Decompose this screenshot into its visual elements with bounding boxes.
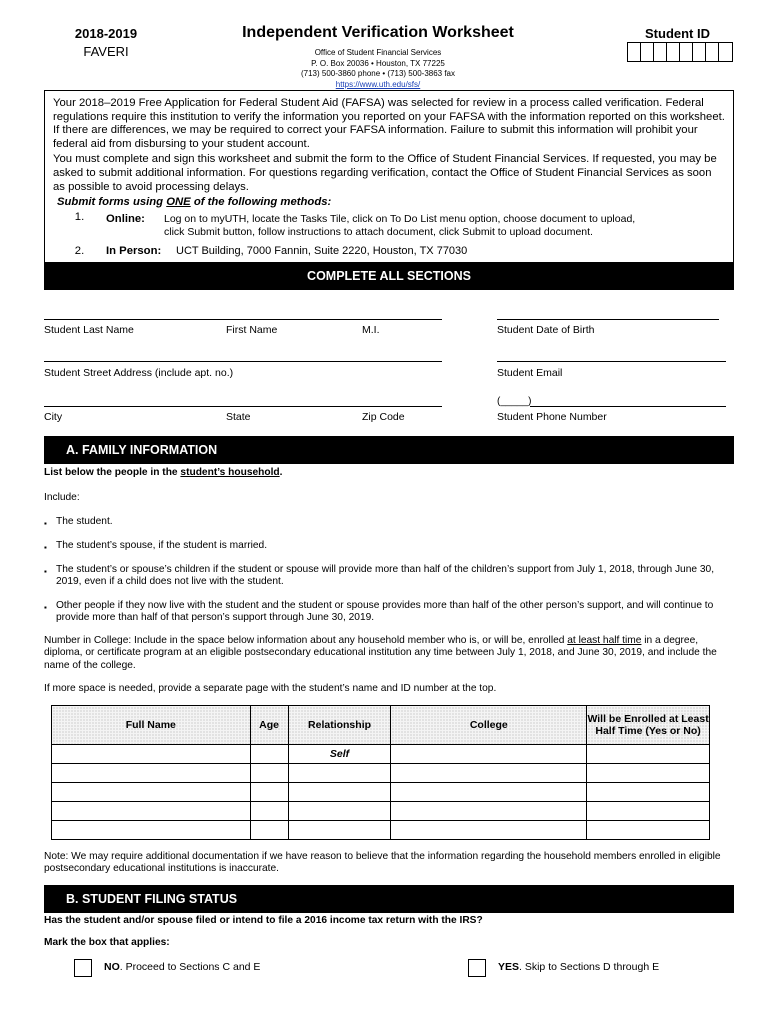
student-id-digit-box[interactable] bbox=[654, 43, 667, 61]
submit-methods-heading bbox=[53, 196, 726, 208]
student-last-name-label: Student Last Name bbox=[44, 324, 134, 336]
column-header-relationship: Relationship bbox=[288, 706, 391, 745]
number-in-college-text bbox=[44, 635, 724, 672]
complete-all-sections-banner: COMPLETE ALL SECTIONS bbox=[44, 262, 734, 290]
age-cell[interactable] bbox=[250, 745, 288, 764]
college-text-pre: Number in College: Include in the space below information about any household member who is, or will be, enrolled bbox=[44, 635, 568, 646]
bullet-text: The student’s spouse, if the student is married. bbox=[56, 540, 268, 551]
method-number: 2. bbox=[74, 245, 85, 258]
submit-heading-post: of the following methods: bbox=[190, 196, 332, 209]
student-id-digit-box[interactable] bbox=[693, 43, 706, 61]
table-row bbox=[52, 802, 710, 821]
zip-code-label: Zip Code bbox=[362, 411, 405, 423]
student-street-line[interactable] bbox=[44, 361, 442, 362]
student-id-digit-box[interactable] bbox=[706, 43, 719, 61]
bullet-icon: ▪ bbox=[44, 543, 47, 552]
college-cell[interactable] bbox=[391, 764, 587, 783]
middle-initial-label: M.I. bbox=[362, 324, 380, 336]
submit-method-online bbox=[53, 211, 726, 239]
household-list-post: . bbox=[279, 467, 283, 478]
column-header-age: Age bbox=[250, 706, 288, 745]
college-cell[interactable] bbox=[391, 783, 587, 802]
student-street-label: Student Street Address (include apt. no.) bbox=[44, 367, 234, 379]
household-list-emphasis: student’s household bbox=[180, 467, 280, 478]
relationship-cell[interactable] bbox=[288, 821, 391, 840]
method-text-line-1: Log on to myUTH, locate the Tasks Tile, click on To Do List menu option, choose document to upload, bbox=[164, 213, 636, 226]
no-text: . Proceed to Sections C and E bbox=[119, 961, 261, 973]
household-bullet bbox=[44, 540, 719, 554]
method-text-line-2: click Submit button, follow instructions to attach document, click Submit to upload document. bbox=[164, 226, 593, 239]
method-text bbox=[164, 211, 635, 239]
verification-intro-box bbox=[44, 90, 734, 265]
form-code: FAVERI bbox=[83, 44, 129, 59]
student-id-digit-box[interactable] bbox=[719, 43, 732, 61]
student-id-digit-box[interactable] bbox=[628, 43, 641, 61]
bullet-text: Other people if they now live with the student and the student or spouse provides more than half of the other person’s support, and will continue to provide more than half of that person’s support through June 30, 2019. bbox=[56, 600, 714, 624]
bullet-icon: ▪ bbox=[44, 567, 47, 576]
table-header-row bbox=[52, 706, 710, 745]
table-row bbox=[52, 745, 710, 764]
full-name-cell[interactable] bbox=[52, 783, 251, 802]
state-label: State bbox=[226, 411, 251, 423]
relationship-cell[interactable] bbox=[288, 783, 391, 802]
filing-status-question: Has the student and/or spouse filed or intend to file a 2016 income tax return with the IRS? bbox=[44, 915, 483, 926]
office-phone: (713) 500-3860 phone • (713) 500-3863 fax bbox=[300, 69, 456, 78]
yes-label: YES bbox=[498, 961, 520, 973]
table-row bbox=[52, 821, 710, 840]
phone-area-code: (_____) bbox=[497, 396, 532, 407]
student-phone-label: Student Phone Number bbox=[497, 411, 607, 423]
relationship-cell[interactable] bbox=[288, 802, 391, 821]
full-name-cell[interactable] bbox=[52, 802, 251, 821]
age-cell[interactable] bbox=[250, 764, 288, 783]
student-email-line[interactable] bbox=[497, 361, 726, 362]
household-note: Note: We may require additional documentation if we have reason to believe that the information regarding the household members enrolled in eligible postsecondary educational institutions is inaccurate. bbox=[44, 851, 721, 875]
college-cell[interactable] bbox=[391, 745, 587, 764]
college-text-post: in a degree, diploma, or certificate program at an eligible postsecondary educational institution any time between July 1, 2018, and June 30, 2019, and include the name of the college. bbox=[44, 635, 717, 671]
student-phone-line[interactable] bbox=[530, 406, 726, 407]
mark-box-instruction: Mark the box that applies: bbox=[44, 937, 170, 948]
student-dob-label: Student Date of Birth bbox=[497, 324, 595, 336]
more-space-instruction: If more space is needed, provide a separate page with the student’s name and ID number at the top. bbox=[44, 683, 497, 694]
age-cell[interactable] bbox=[250, 821, 288, 840]
no-option-label bbox=[104, 961, 260, 973]
student-email-label: Student Email bbox=[497, 367, 563, 379]
relationship-self-cell: Self bbox=[288, 745, 391, 764]
household-members-table bbox=[51, 705, 710, 840]
student-id-label: Student ID bbox=[645, 26, 710, 41]
form-header-left bbox=[56, 26, 156, 59]
household-bullet bbox=[44, 600, 719, 625]
office-website-link[interactable]: https://www.uth.edu/sfs/ bbox=[335, 79, 421, 89]
first-name-label: First Name bbox=[226, 324, 278, 336]
section-a-heading: A. FAMILY INFORMATION bbox=[44, 436, 734, 464]
student-id-digit-box[interactable] bbox=[641, 43, 654, 61]
full-name-cell[interactable] bbox=[52, 821, 251, 840]
full-name-cell[interactable] bbox=[52, 764, 251, 783]
no-label: NO bbox=[104, 961, 120, 973]
column-header-college: College bbox=[391, 706, 587, 745]
student-dob-line[interactable] bbox=[497, 319, 719, 320]
relationship-cell[interactable] bbox=[288, 764, 391, 783]
student-id-digit-box[interactable] bbox=[667, 43, 680, 61]
section-b-heading: B. STUDENT FILING STATUS bbox=[44, 885, 734, 913]
bullet-text: The student. bbox=[56, 516, 113, 527]
submit-heading-pre: Submit forms using bbox=[57, 196, 167, 209]
enrolled-cell[interactable] bbox=[587, 821, 710, 840]
enrolled-cell[interactable] bbox=[587, 802, 710, 821]
bullet-icon: ▪ bbox=[44, 519, 47, 528]
method-number: 1. bbox=[74, 211, 85, 224]
office-name: Office of Student Financial Services bbox=[314, 48, 442, 57]
household-list-instruction bbox=[44, 467, 724, 479]
age-cell[interactable] bbox=[250, 802, 288, 821]
age-cell[interactable] bbox=[250, 783, 288, 802]
household-list-pre: List below the people in the bbox=[44, 467, 181, 478]
enrolled-cell[interactable] bbox=[587, 745, 710, 764]
column-header-full-name: Full Name bbox=[52, 706, 251, 745]
award-year: 2018-2019 bbox=[74, 26, 138, 41]
enrolled-cell[interactable] bbox=[587, 783, 710, 802]
student-name-line[interactable] bbox=[44, 319, 442, 320]
bullet-text: The student’s or spouse’s children if the student or spouse will provide more than half of the children’s support from July 1, 2018, through June 30, 2019, even if a child does not live with the student. bbox=[56, 564, 715, 588]
form-header-center bbox=[200, 24, 556, 90]
office-address: P. O. Box 20036 • Houston, TX 77225 bbox=[311, 58, 445, 68]
enrolled-cell[interactable] bbox=[587, 764, 710, 783]
city-label: City bbox=[44, 411, 63, 423]
household-bullet bbox=[44, 564, 719, 589]
student-id-digit-box[interactable] bbox=[680, 43, 693, 61]
college-cell[interactable] bbox=[391, 802, 587, 821]
no-checkbox[interactable] bbox=[74, 959, 92, 977]
full-name-cell[interactable] bbox=[52, 745, 251, 764]
table-row bbox=[52, 764, 710, 783]
yes-checkbox[interactable] bbox=[468, 959, 486, 977]
student-city-state-zip-line[interactable] bbox=[44, 406, 442, 407]
column-header-enrolled-half-time: Will be Enrolled at Least Half Time (Yes or No) bbox=[587, 706, 710, 745]
method-label: Online: bbox=[106, 213, 145, 226]
intro-paragraph-2: You must complete and sign this worksheet and submit the form to the Office of Student Financial Services. If requested, you may be asked to submit additional information. For questions regarding verification, contact the Office of Student Financial Services as soon as possible to avoid processing delays. bbox=[53, 153, 717, 193]
college-cell[interactable] bbox=[391, 821, 587, 840]
submit-method-in-person bbox=[53, 245, 726, 258]
yes-option-label bbox=[498, 961, 659, 973]
yes-text: . Skip to Sections D through E bbox=[519, 961, 660, 973]
table-row bbox=[52, 783, 710, 802]
method-text: UCT Building, 7000 Fannin, Suite 2220, Houston, TX 77030 bbox=[176, 245, 468, 258]
student-id-field[interactable] bbox=[627, 42, 733, 62]
form-title: Independent Verification Worksheet bbox=[242, 24, 514, 41]
household-bullet bbox=[44, 516, 719, 530]
intro-paragraph-1: Your 2018–2019 Free Application for Federal Student Aid (FAFSA) was selected for review in a process called verification. Federal regulations require this institution to verify the information you reported on your FAFSA with the information reported on this worksheet. If there are differences, we may be required to correct your FAFSA information. Failure to submit this information will prohibit your federal aid from disbursing to your student account. bbox=[53, 97, 725, 150]
bullet-icon: ▪ bbox=[44, 603, 47, 612]
include-label: Include: bbox=[44, 492, 80, 503]
method-label: In Person: bbox=[106, 245, 162, 258]
submit-heading-one: ONE bbox=[166, 196, 191, 209]
college-text-emphasis: at least half time bbox=[567, 635, 642, 646]
